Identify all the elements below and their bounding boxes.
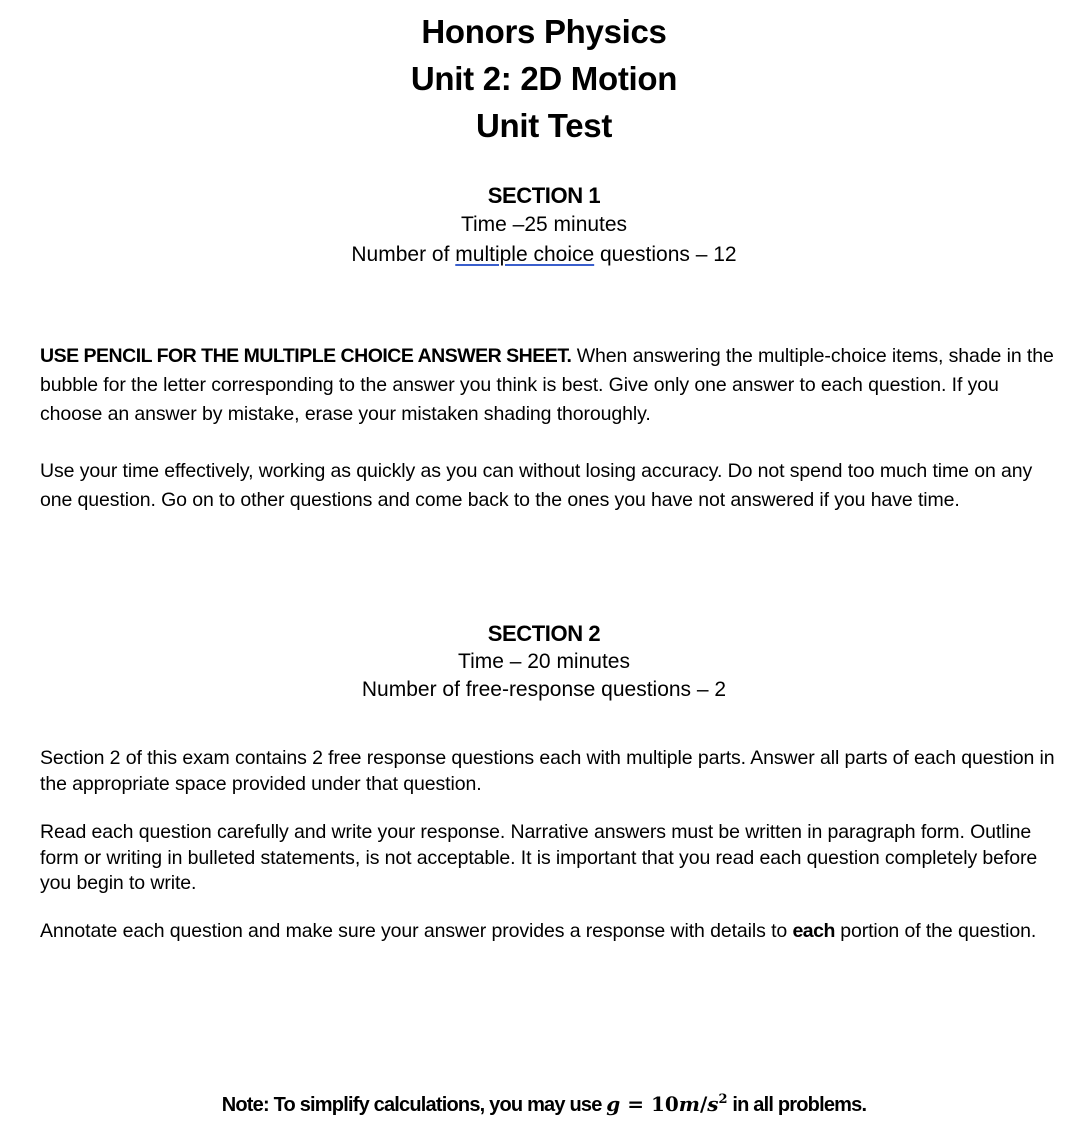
time-advice: Use your time effectively, working as quickly as you can without losing accuracy. Do not spend too much time on any one question. Go on to other questions and come back to the ones you have not answered if you have time. (40, 460, 1033, 511)
gravity-equation (606, 1092, 727, 1116)
section-2-heading: SECTION 2 (487, 621, 601, 646)
math-exponent: 2 (718, 1092, 728, 1107)
unit-title: Unit 2: 2D Motion (410, 60, 678, 97)
course-title: Honors Physics (421, 13, 667, 50)
section-1-header (0, 181, 1072, 270)
response-format-instructions: Read each question carefully and write your response. Narrative answers must be written in paragraph form. Outline form or writing in bulleted statements, is not acceptable. It is important that you read each question completely before you begin to write. (40, 821, 1038, 894)
annotate-text-after: portion of the question. (834, 920, 1037, 942)
section-2-question-count: Number of free-response questions – 2 (361, 678, 727, 701)
emphasis-each: each (792, 920, 835, 942)
section-1-time: Time –25 minutes (460, 213, 628, 236)
note-prefix: Note: To simplify calculations, you may use (221, 1094, 607, 1116)
math-unit-m: m (678, 1092, 700, 1116)
note-suffix: in all problems. (727, 1094, 867, 1116)
gravity-note (0, 1089, 1072, 1120)
section-1-question-count (0, 240, 1072, 270)
document-title (0, 8, 1072, 149)
section-2-overview: Section 2 of this exam contains 2 free response questions each with multiple parts. Answer all parts of each question in the appropriate space provided under that question. (40, 747, 1055, 795)
math-var-g: g (606, 1092, 621, 1116)
annotate-instructions (40, 918, 1060, 944)
count-suffix: questions – 12 (594, 243, 737, 266)
section-2-header (0, 620, 1072, 704)
pencil-instructions-body: When answering the multiple-choice items, shade in the bubble for the letter corresponding to the answer you think is best. Give only one answer to each question. If you choose an answer by mistake, erase your mistaken shading thoroughly. (40, 345, 1054, 425)
section-1-heading: SECTION 1 (487, 183, 601, 208)
math-slash: / (699, 1092, 708, 1116)
pencil-instructions (40, 342, 1060, 429)
math-equals-value: = 10 (620, 1092, 679, 1116)
section-2-time: Time – 20 minutes (458, 650, 630, 673)
count-prefix: Number of (351, 243, 456, 266)
test-title: Unit Test (475, 107, 613, 144)
math-unit-s: s (707, 1092, 719, 1116)
pencil-instructions-lead: USE PENCIL FOR THE MULTIPLE CHOICE ANSWER SHEET. (40, 345, 572, 367)
annotate-text-before: Annotate each question and make sure your answer provides a response with details to (40, 920, 793, 942)
spellcheck-underlined-phrase: multiple choice (455, 243, 595, 266)
